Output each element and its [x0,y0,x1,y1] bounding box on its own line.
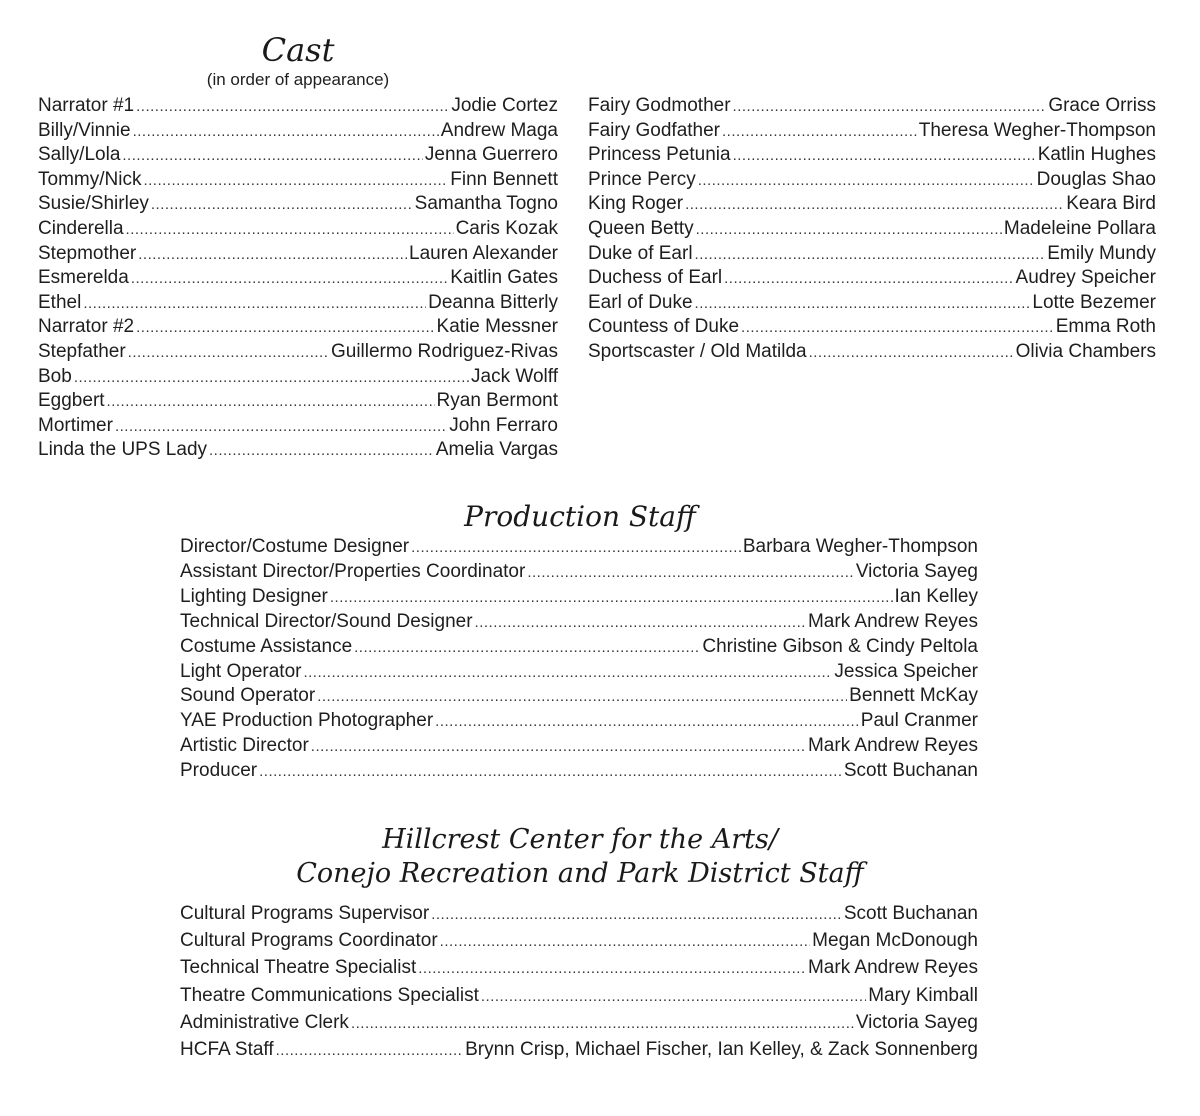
credit-role: Duchess of Earl [588,267,723,289]
credit-row [38,96,558,115]
credit-row [588,342,1156,361]
credit-role: Fairy Godfather [588,119,720,141]
credit-name: Emily Mundy [1047,242,1156,264]
credit-role: Fairy Godmother [588,95,731,116]
credit-row [588,96,1156,115]
dot-leader [83,296,426,311]
dot-leader [351,1016,854,1031]
dot-leader [131,271,448,286]
credit-role: Costume Assistance [180,635,353,657]
credit-row [38,342,558,361]
credit-name: Bennett McKay [849,685,978,707]
credit-name: Audrey Speicher [1015,267,1156,289]
credit-role: King Roger [588,193,684,215]
credit-row [180,686,978,705]
dot-leader [311,739,806,754]
credit-role: Narrator #1 [38,95,135,116]
credit-row [180,711,978,730]
credit-name: Olivia Chambers [1015,341,1156,362]
credit-name: Barbara Wegher-Thompson [742,536,978,557]
credit-row [588,170,1156,189]
credit-row [180,761,978,780]
dot-leader [722,124,917,139]
credit-name: Mark Andrew Reyes [807,957,978,979]
credit-name: Brynn Crisp, Michael Fischer, Ian Kelley, & Zack Sonnenberg [465,1039,978,1060]
credit-row [180,612,978,631]
credit-row [180,736,978,755]
credit-row [38,244,558,263]
credit-role: Administrative Clerk [180,1011,349,1033]
credit-row [180,958,978,977]
credit-name: Katlin Hughes [1037,144,1156,166]
credit-role: Stepmother [38,242,137,264]
credit-row [180,662,978,681]
credit-name: Victoria Sayeg [855,1011,978,1033]
credit-row [588,293,1156,312]
dot-leader [481,989,866,1004]
credit-row [588,194,1156,213]
credit-role: Tommy/Nick [38,168,142,190]
credit-name: Finn Bennett [450,168,558,190]
dot-leader [330,590,893,605]
credit-name: Scott Buchanan [843,760,978,782]
credit-name: Mark Andrew Reyes [807,735,978,757]
credit-role: Sound Operator [180,685,316,707]
credit-row [180,1013,978,1032]
credit-name: Keara Bird [1066,193,1156,215]
credit-row [38,293,558,312]
credit-role: YAE Production Photographer [180,710,434,732]
dot-leader [143,173,448,188]
credit-row [38,391,558,410]
credit-row [180,1040,978,1059]
dot-leader [317,689,847,704]
dot-leader [354,640,700,655]
dot-leader [276,1043,463,1058]
dot-leader [809,345,1014,360]
credit-name: Victoria Sayeg [855,560,978,582]
dot-leader [475,615,806,630]
dot-leader [733,99,1047,114]
credit-role: Mortimer [38,414,113,436]
credit-role: Duke of Earl [588,242,693,264]
cast-heading: Cast [261,31,335,69]
credit-name: Caris Kozak [455,218,558,239]
dot-leader [698,173,1035,188]
credit-role: Cultural Programs Coordinator [180,930,438,952]
dot-leader [696,222,1002,237]
credit-role: Eggbert [38,390,105,412]
credit-row [588,219,1156,238]
credit-name: Amelia Vargas [435,439,558,461]
credit-role: Princess Petunia [588,144,731,166]
credit-name: Ryan Bermont [436,390,558,412]
dot-leader [695,296,1031,311]
credit-name: John Ferraro [449,414,558,436]
credit-name: Deanna Bitterly [428,291,558,313]
dot-leader [435,714,859,729]
credit-name: Samantha Togno [414,193,558,215]
credit-row [180,637,978,656]
credit-role: Ethel [38,291,82,313]
credit-name: Theresa Wegher-Thompson [918,119,1156,141]
dot-leader [136,99,449,114]
dot-leader [733,148,1036,163]
credit-role: Technical Director/Sound Designer [180,610,473,632]
dot-leader [411,540,741,555]
credit-role: Susie/Shirley [38,193,149,215]
credit-name: Mark Andrew Reyes [807,610,978,632]
credit-row [180,587,978,606]
credit-row [38,194,558,213]
dot-leader [115,419,447,434]
credit-role: Theatre Communications Specialist [180,984,479,1006]
credit-name: Lauren Alexander [409,242,558,264]
credit-role: Bob [38,365,72,387]
dot-leader [122,148,423,163]
credit-name: Megan McDonough [812,930,978,952]
credit-name: Katie Messner [436,316,558,338]
dot-leader [724,271,1013,286]
credit-role: HCFA Staff [180,1039,274,1060]
dot-leader [126,222,454,237]
dot-leader [527,565,854,580]
credit-name: Jack Wolff [471,365,558,387]
credit-name: Jessica Speicher [834,660,978,682]
credit-name: Paul Cranmer [860,710,978,732]
credit-role: Technical Theatre Specialist [180,957,417,979]
credit-name: Andrew Maga [440,119,558,141]
dot-leader [209,443,434,458]
credit-role: Queen Betty [588,218,694,239]
credit-role: Director/Costume Designer [180,536,410,557]
credit-role: Producer [180,760,258,782]
dot-leader [151,197,413,212]
credit-row [180,562,978,581]
credit-name: Christine Gibson & Cindy Peltola [702,635,978,657]
cast-subheading: (in order of appearance) [206,70,390,89]
credit-name: Jodie Cortez [451,95,558,116]
credit-row [588,317,1156,336]
hillcrest-heading-line2: Conejo Recreation and Park District Staff [296,858,864,889]
credit-name: Ian Kelley [894,585,978,607]
credit-row [38,268,558,287]
dot-leader [695,247,1046,262]
credit-name: Madeleine Pollara [1003,218,1156,239]
credit-row [588,268,1156,287]
credit-role: Stepfather [38,341,126,362]
credit-row [588,121,1156,140]
credit-row [38,219,558,238]
dot-leader [431,907,842,922]
credit-row [180,986,978,1005]
credit-name: Guillermo Rodriguez-Rivas [330,341,558,362]
credit-role: Billy/Vinnie [38,119,131,141]
credit-role: Cultural Programs Supervisor [180,903,430,924]
dot-leader [685,197,1064,212]
dot-leader [741,320,1054,335]
credit-row [180,904,978,923]
dot-leader [138,247,407,262]
credit-row [38,121,558,140]
dot-leader [259,764,842,779]
credit-role: Countess of Duke [588,316,740,338]
credit-name: Jenna Guerrero [424,144,558,166]
credit-name: Douglas Shao [1036,168,1156,190]
credit-row [180,537,978,556]
credit-row [180,931,978,950]
credit-role: Narrator #2 [38,316,135,338]
dot-leader [418,961,806,976]
credit-row [588,145,1156,164]
credit-role: Lighting Designer [180,585,328,607]
dot-leader [133,124,439,139]
credit-role: Sportscaster / Old Matilda [588,341,807,362]
dot-leader [107,394,435,409]
production-staff-heading: Production Staff [464,500,696,533]
hillcrest-heading-line1: Hillcrest Center for the Arts/ [382,824,778,855]
credit-role: Esmerelda [38,267,129,289]
credit-role: Earl of Duke [588,291,693,313]
dot-leader [136,320,434,335]
credit-name: Kaitlin Gates [450,267,558,289]
credit-row [38,367,558,386]
credit-role: Linda the UPS Lady [38,439,208,461]
dot-leader [128,345,329,360]
credit-role: Artistic Director [180,735,309,757]
credit-row [38,317,558,336]
credit-row [38,170,558,189]
credit-name: Scott Buchanan [843,903,978,924]
credit-role: Sally/Lola [38,144,121,166]
dot-leader [440,934,811,949]
credit-row [38,145,558,164]
credit-name: Lotte Bezemer [1032,291,1156,313]
credit-role: Assistant Director/Properties Coordinator [180,560,526,582]
credit-name: Emma Roth [1055,316,1156,338]
credit-row [588,244,1156,263]
credit-row [38,416,558,435]
dot-leader [303,665,832,680]
credit-name: Grace Orriss [1048,95,1156,116]
dot-leader [74,370,469,385]
credit-role: Prince Percy [588,168,696,190]
credit-role: Cinderella [38,218,124,239]
credit-role: Light Operator [180,660,302,682]
credit-name: Mary Kimball [868,984,978,1006]
credit-row [38,440,558,459]
